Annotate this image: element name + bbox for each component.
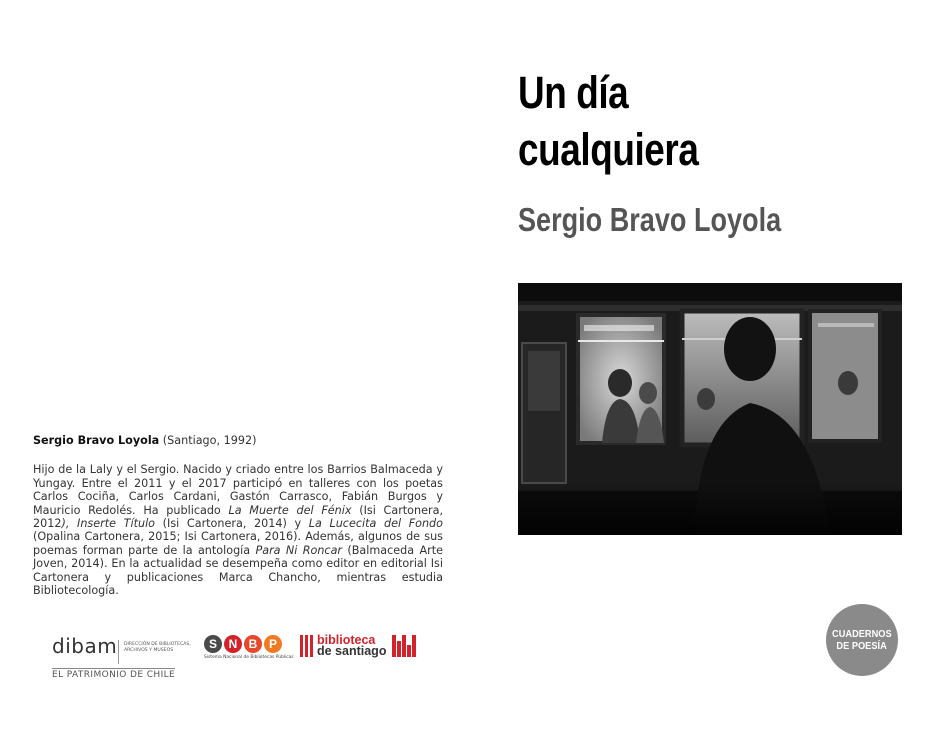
cover-photo bbox=[518, 283, 902, 535]
biblioteca-santiago-logo bbox=[300, 635, 416, 657]
badge-line-1: CUADERNOS bbox=[832, 628, 892, 640]
dibam-wordmark: dibam bbox=[52, 634, 118, 658]
bio-text-part: (Isi Cartonera, 2014) y bbox=[155, 517, 309, 531]
dibam-logo bbox=[52, 634, 191, 680]
collection-badge bbox=[826, 604, 898, 676]
author-bio bbox=[33, 434, 443, 597]
bio-text-part: (Opalina Cartonera, 2015; Isi Cartonera, 2016). Además, algunos de sus poemas forman parte de la antología bbox=[33, 530, 443, 557]
title-line-2: cualquiera bbox=[518, 124, 699, 175]
book-title bbox=[518, 64, 698, 178]
bio-text-part: (Isi Cartonera, 2012 bbox=[33, 503, 444, 531]
title-line-1: Un día bbox=[518, 67, 629, 118]
snbp-letter: N bbox=[224, 635, 242, 653]
sponsor-logos bbox=[52, 630, 432, 680]
bio-text-part: (Balmaceda Arte Joven, 2014). En la actualidad se desempeña como editor en editorial Isi Cartonera y publicaciones Marca Chancho, mientras estudia Bibliotecología. bbox=[33, 543, 443, 598]
snbp-subtitle: Sistema Nacional de Bibliotecas Públicas bbox=[204, 655, 294, 660]
bs-bars-icon bbox=[300, 635, 313, 657]
bio-text-part: ), bbox=[61, 517, 78, 531]
bs-line2: de santiago bbox=[317, 644, 387, 658]
dibam-subtitle: DIRECCIÓN DE BIBLIOTECAS, ARCHIVOS Y MUSEOS bbox=[124, 642, 191, 653]
snbp-logo bbox=[204, 635, 294, 660]
bus-photo-illustration bbox=[518, 283, 902, 535]
bio-origin: (Santiago, 1992) bbox=[162, 434, 257, 447]
bio-book-title: La Muerte del Fénix bbox=[228, 503, 352, 517]
snbp-letter: S bbox=[204, 635, 222, 653]
snbp-letter: B bbox=[244, 635, 262, 653]
bio-book-title: La Lucecita del Fondo bbox=[308, 517, 444, 531]
bio-text bbox=[33, 463, 443, 597]
bs-wordmark bbox=[317, 635, 386, 657]
snbp-letter: P bbox=[264, 635, 282, 653]
bio-heading bbox=[33, 434, 443, 447]
bs-tail-icon bbox=[392, 635, 416, 657]
bs-line1: biblioteca bbox=[317, 633, 376, 647]
dibam-divider bbox=[118, 640, 119, 664]
bio-book-title: Inserte Título bbox=[77, 517, 156, 531]
badge-line-2: DE POESÍA bbox=[836, 640, 888, 652]
bio-book-title: Para Ni Roncar bbox=[255, 543, 343, 557]
dibam-tagline: EL PATRIMONIO DE CHILE bbox=[52, 670, 176, 680]
bio-author-name: Sergio Bravo Loyola bbox=[33, 434, 160, 447]
bio-text-part: Hijo de la Laly y el Sergio. Nacido y criado entre los Barrios Balmaceda y Yungay. Entre el 2011 y el 2017 participó en talleres con los poetas Carlos Cociña, Carlos Cardani, Gastón Carrasco, Fabián Burgos y Mauricio Redolés. Ha publicado bbox=[33, 463, 443, 517]
book-author: Sergio Bravo Loyola bbox=[518, 201, 782, 238]
snbp-letters bbox=[204, 635, 294, 653]
